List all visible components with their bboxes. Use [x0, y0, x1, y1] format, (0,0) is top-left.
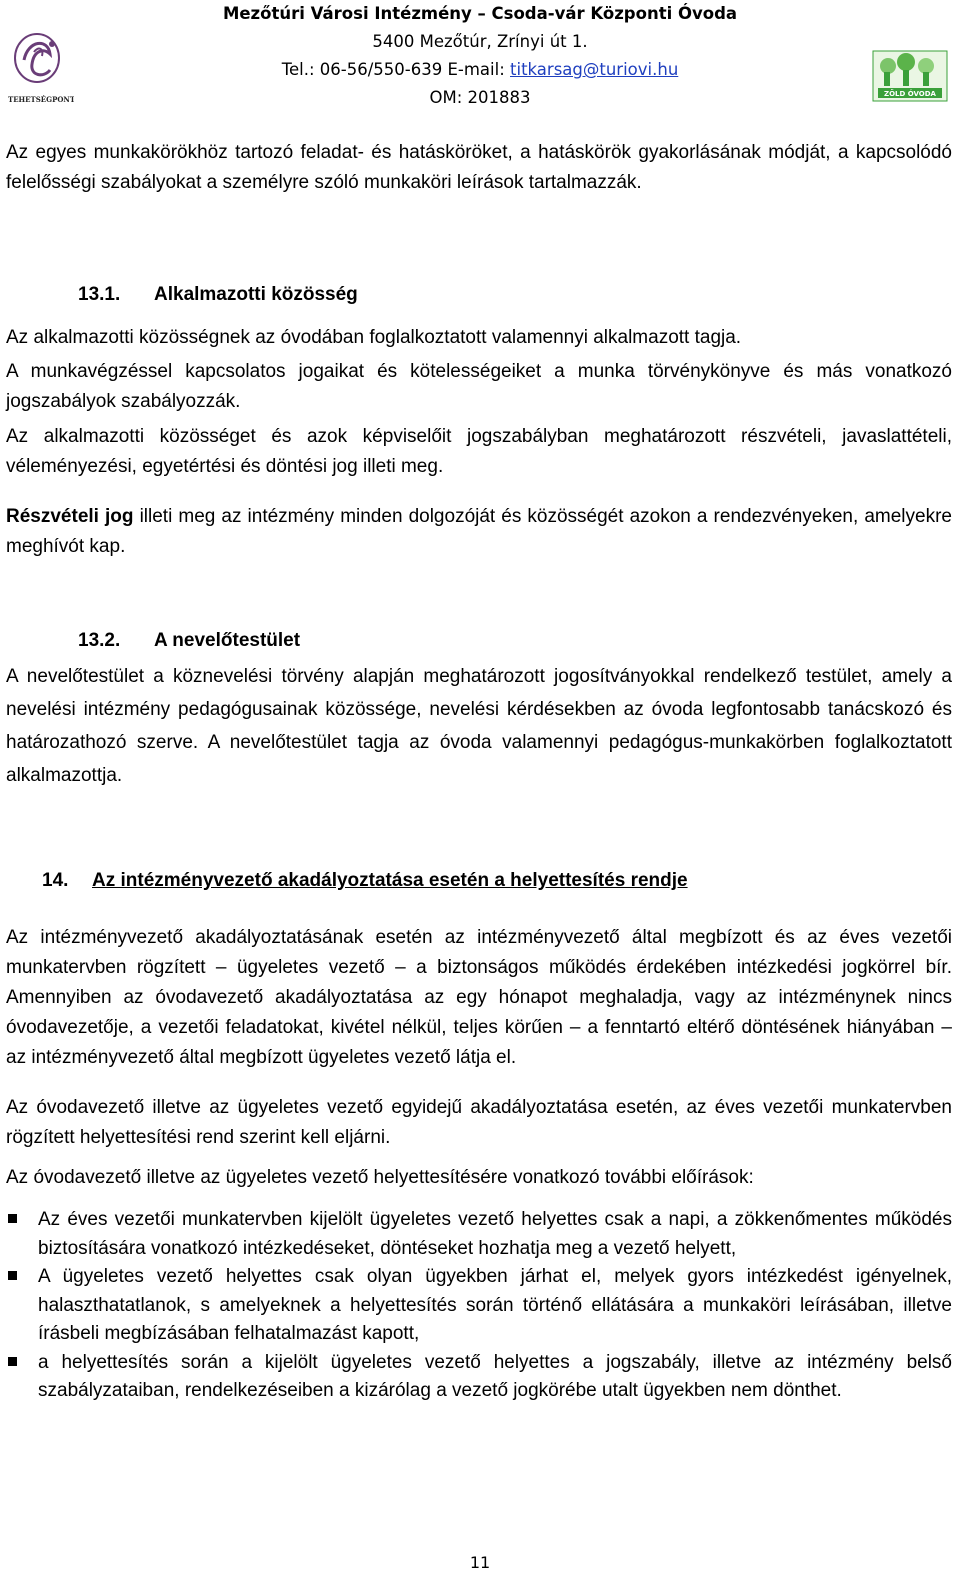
paragraph: Az óvodavezető illetve az ügyeletes vezető egyidejű akadályoztatása esetén, az éves vezetői munkatervben rögzített helyettesítési rend szerint kell eljárni. [6, 1097, 952, 1148]
paragraph [6, 502, 952, 562]
paragraph-text: illeti meg az intézmény minden dolgozóját és közösségét azokon a rendezvényeken, amelyekre meghívót kap. [6, 506, 952, 557]
email-link[interactable]: titkarsag@turiovi.hu [510, 60, 679, 79]
paragraph: Az óvodavezető illetve az ügyeletes vezető helyettesítésére vonatkozó további előírások: [6, 1167, 754, 1188]
page-number: 11 [469, 1553, 491, 1572]
bullet-square-icon [8, 1357, 17, 1366]
paragraph: Az alkalmazotti közösségnek az óvodában foglalkoztatott valamennyi alkalmazott tagja. [6, 327, 742, 348]
intro-paragraph: Az egyes munkakörökhöz tartozó feladat- és hatásköröket, a hatáskörök gyakorlásának módját, a kapcsolódó felelősségi szabályokat a személyre szóló munkaköri leírások tartalmazzák. [6, 142, 952, 193]
institution-contact [0, 56, 960, 84]
contact-prefix: Tel.: 06-56/550-639 E-mail: [281, 60, 511, 79]
institution-info [0, 0, 960, 112]
institution-address: 5400 Mezőtúr, Zrínyi út 1. [372, 32, 588, 51]
bullet-square-icon [8, 1214, 17, 1223]
page-header [0, 0, 960, 118]
list-item [6, 1206, 952, 1263]
section-title: Alkalmazotti közösség [154, 284, 358, 305]
paragraph: A nevelőtestület a köznevelési törvény alapján meghatározott jogosítványokkal rendelkező testület, amely a nevelési intézmény pedagógusainak közössége, nevelési kérdésekben az óvoda legfontosabb tanácskozó és határozathozó szerve. A nevelőtestület tagja az óvoda valamennyi pedagógus-munkakörben foglalkoztatott alkalmazottja. [6, 666, 952, 786]
bold-term: Részvételi jog [6, 506, 134, 527]
svg-text:ZÖLD ÓVODA: ZÖLD ÓVODA [884, 90, 936, 98]
institution-name: Mezőtúri Városi Intézmény – Csoda-vár Központi Óvoda [222, 4, 738, 23]
section-title: A nevelőtestület [154, 630, 301, 651]
section-number: 14. [42, 870, 69, 891]
list-item-text: Az éves vezetői munkatervben kijelölt ügyeletes vezető helyettes csak a napi, a zökkenőmentes működés biztosítására vonatkozó intézkedéseket, döntéseket hozhatja meg a vezető helyett, [38, 1209, 952, 1259]
section-13-1-heading [78, 280, 358, 310]
paragraph: Az intézményvezető akadályoztatásának esetén az intézményvezető által megbízott és az éves vezetői munkatervben rögzített – ügyeletes vezető – a biztonságos működés érdekében intézkedési jogkörrel bír. Amennyiben az óvodavezető akadályoztatása az egy hónapot meghaladja, vagy az intézménynek nincs óvodavezetője, a vezetői feladatokat, kivétel nélkül, teljes körűen – a fenntartó eltérő döntésének hiányában – az intézményvezető által megbízott ügyeletes vezető látja el. [6, 927, 952, 1068]
bullet-list [6, 1206, 952, 1406]
section-number: 13.1. [78, 284, 121, 305]
list-item [6, 1349, 952, 1406]
section-14-heading [42, 866, 688, 896]
list-item-text: A ügyeletes vezető helyettes csak olyan ügyekben járhat el, melyek gyors intézkedést igényelnek, halaszthatatlanok, s amelyeknek a helyettesítés során történő ellátására a munkaköri leírásában, illetve írásbeli megbízásában felhatalmazást kapott, [38, 1266, 952, 1344]
institution-om: OM: 201883 [429, 88, 531, 107]
paragraph: A munkavégzéssel kapcsolatos jogaikat és kötelességeiket a munka törvénykönyve és más vonatkozó jogszabályok szabályozzák. [6, 361, 952, 412]
bullet-square-icon [8, 1271, 17, 1280]
list-item [6, 1263, 952, 1349]
zold-ovoda-logo [872, 50, 948, 102]
svg-text:TEHETSÉGPONT: TEHETSÉGPONT [8, 95, 74, 104]
section-13-2-heading [78, 626, 300, 656]
paragraph: Az alkalmazotti közösséget és azok képviselőit jogszabályban meghatározott részvételi, javaslattételi, véleményezési, egyetértési és döntési jog illeti meg. [6, 426, 952, 477]
list-item-text: a helyettesítés során a kijelölt ügyeletes vezető helyettes a jogszabály, illetve az intézmény belső szabályzataiban, rendelkezéseiben a kizárólag a vezető jogkörébe utalt ügyekben nem dönthet. [38, 1351, 952, 1401]
section-title: Az intézményvezető akadályoztatása esetén a helyettesítés rendje [92, 870, 688, 891]
section-number: 13.2. [78, 630, 121, 651]
